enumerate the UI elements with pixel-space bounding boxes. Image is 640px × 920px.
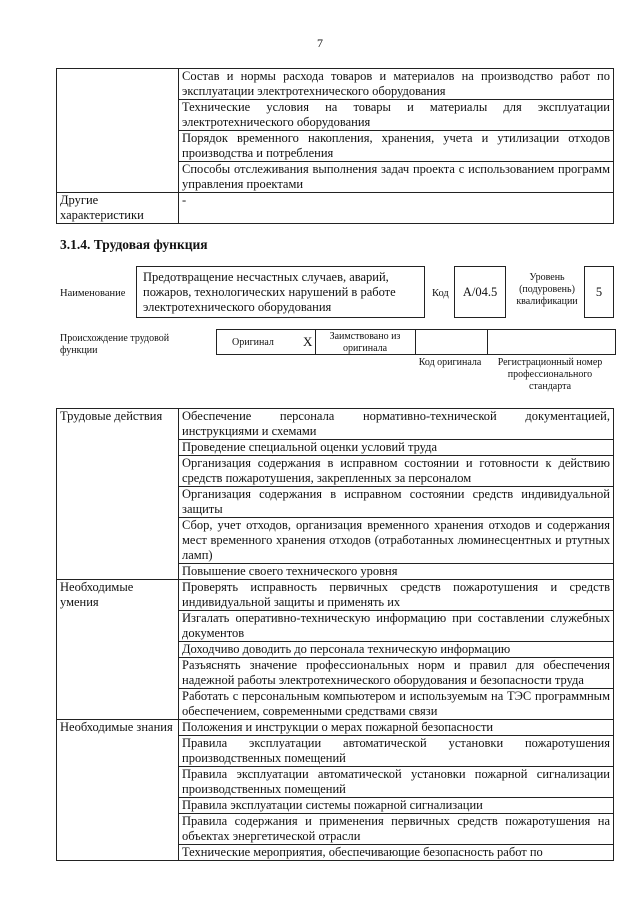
- group-item: Сбор, учет отходов, организация временного хранения отходов и содержания мест временного хранения отходов (отработанных люминесцентных и ртутных ламп): [179, 518, 614, 564]
- table-row: [57, 456, 614, 487]
- table-row: [57, 487, 614, 518]
- table-row: [57, 518, 614, 564]
- group-label-continuation: [57, 611, 179, 642]
- group-item: Правила содержания и применения первичных средств пожаротушения на объектах энергетической отрасли: [179, 814, 614, 845]
- row-text: Состав и нормы расхода товаров и материалов на производство работ по эксплуатации электротехнического оборудования: [179, 69, 614, 100]
- group-item: Проверять исправность первичных средств пожаротушения и средств индивидуальной защиты и применять их: [179, 580, 614, 611]
- group-label-continuation: [57, 456, 179, 487]
- group-label: Необходимые знания: [57, 720, 179, 736]
- table-row: [57, 193, 614, 224]
- borrowed-label: Заимствовано из оригинала: [329, 331, 401, 354]
- table-row: [57, 162, 614, 193]
- group-label-continuation: [57, 440, 179, 456]
- code-original-caption: Код оригинала: [418, 357, 482, 368]
- code-value: А/04.5: [454, 266, 506, 318]
- table-row: [57, 409, 614, 440]
- group-label: Трудовые действия: [57, 409, 179, 440]
- table-row: [57, 580, 614, 611]
- row-label: [57, 100, 179, 131]
- table-row: [57, 69, 614, 100]
- original-label: Оригинал: [232, 337, 274, 348]
- row-text: Способы отслеживания выполнения задач проекта с использованием программ управления проектами: [179, 162, 614, 193]
- group-label: Необходимые умения: [57, 580, 179, 611]
- section-heading: 3.1.4. Трудовая функция: [60, 237, 208, 252]
- function-details-table: [56, 408, 614, 861]
- table-row: [57, 564, 614, 580]
- group-item: Организация содержания в исправном состоянии средств индивидуальной защиты: [179, 487, 614, 518]
- group-item: Повышение своего технического уровня: [179, 564, 614, 580]
- table-row: [57, 440, 614, 456]
- table-row: [57, 658, 614, 689]
- group-item: Проведение специальной оценки условий труда: [179, 440, 614, 456]
- row-label: [57, 131, 179, 162]
- group-item: Работать с персональным компьютером и используемым на ТЭС программным обеспечением, современными средствами связи: [179, 689, 614, 720]
- origin-row: [216, 329, 616, 355]
- characteristics-table: [56, 68, 614, 224]
- group-item: Правила эксплуатации системы пожарной сигнализации: [179, 798, 614, 814]
- origin-label: Происхождение трудовой функции: [60, 333, 170, 356]
- level-label: Уровень (подуровень) квалификации: [516, 272, 578, 307]
- name-label: Наименование: [60, 288, 126, 299]
- group-label-continuation: [57, 487, 179, 518]
- table-row: [57, 611, 614, 642]
- row-label: [57, 162, 179, 193]
- group-item: Разъяснять значение профессиональных норм и правил для обеспечения надежной работы электротехнического оборудования и безопасности труда: [179, 658, 614, 689]
- group-item: Правила эксплуатации автоматической установки пожаротушения производственных помещений: [179, 736, 614, 767]
- row-text: Порядок временного накопления, хранения, учета и утилизации отходов производства и потребления: [179, 131, 614, 162]
- other-characteristics-label: Другие характеристики: [57, 193, 179, 224]
- group-label-continuation: [57, 798, 179, 814]
- group-label-continuation: [57, 518, 179, 564]
- group-item: Доходчиво доводить до персонала техническую информацию: [179, 642, 614, 658]
- row-label: [57, 69, 179, 100]
- row-text: Технические условия на товары и материалы для эксплуатации электротехнического оборудования: [179, 100, 614, 131]
- group-item: Правила эксплуатации автоматической установки пожарной сигнализации производственных помещений: [179, 767, 614, 798]
- group-item: Изгалать оперативно-техническую информацию при составлении служебных документов: [179, 611, 614, 642]
- table-row: [57, 100, 614, 131]
- group-label-continuation: [57, 689, 179, 720]
- table-row: [57, 845, 614, 861]
- group-label-continuation: [57, 564, 179, 580]
- other-characteristics-value: -: [179, 193, 614, 224]
- code-label: Код: [432, 288, 449, 299]
- group-label-continuation: [57, 736, 179, 767]
- original-mark: X: [303, 334, 313, 349]
- reg-number-caption: Регистрационный номер профессионального стандарта: [497, 357, 603, 392]
- table-row: [57, 767, 614, 798]
- group-item: Технические мероприятия, обеспечивающие безопасность работ по: [179, 845, 614, 861]
- group-label-continuation: [57, 658, 179, 689]
- group-label-continuation: [57, 642, 179, 658]
- table-row: [57, 798, 614, 814]
- group-item: Положения и инструкции о мерах пожарной безопасности: [179, 720, 614, 736]
- group-label-continuation: [57, 845, 179, 861]
- table-row: [57, 131, 614, 162]
- group-label-continuation: [57, 767, 179, 798]
- level-value: 5: [584, 266, 614, 318]
- table-row: [57, 642, 614, 658]
- group-item: Организация содержания в исправном состоянии и готовности к действию средств пожаротушения, закрепленных за персоналом: [179, 456, 614, 487]
- table-row: [57, 689, 614, 720]
- group-item: Обеспечение персонала нормативно-технической документацией, инструкциями и схемами: [179, 409, 614, 440]
- group-label-continuation: [57, 814, 179, 845]
- table-row: [57, 814, 614, 845]
- page-number: 7: [317, 36, 323, 50]
- function-name: Предотвращение несчастных случаев, аварий, пожаров, технологических нарушений в работе электротехнического оборудования: [136, 266, 425, 318]
- table-row: [57, 736, 614, 767]
- table-row: [57, 720, 614, 736]
